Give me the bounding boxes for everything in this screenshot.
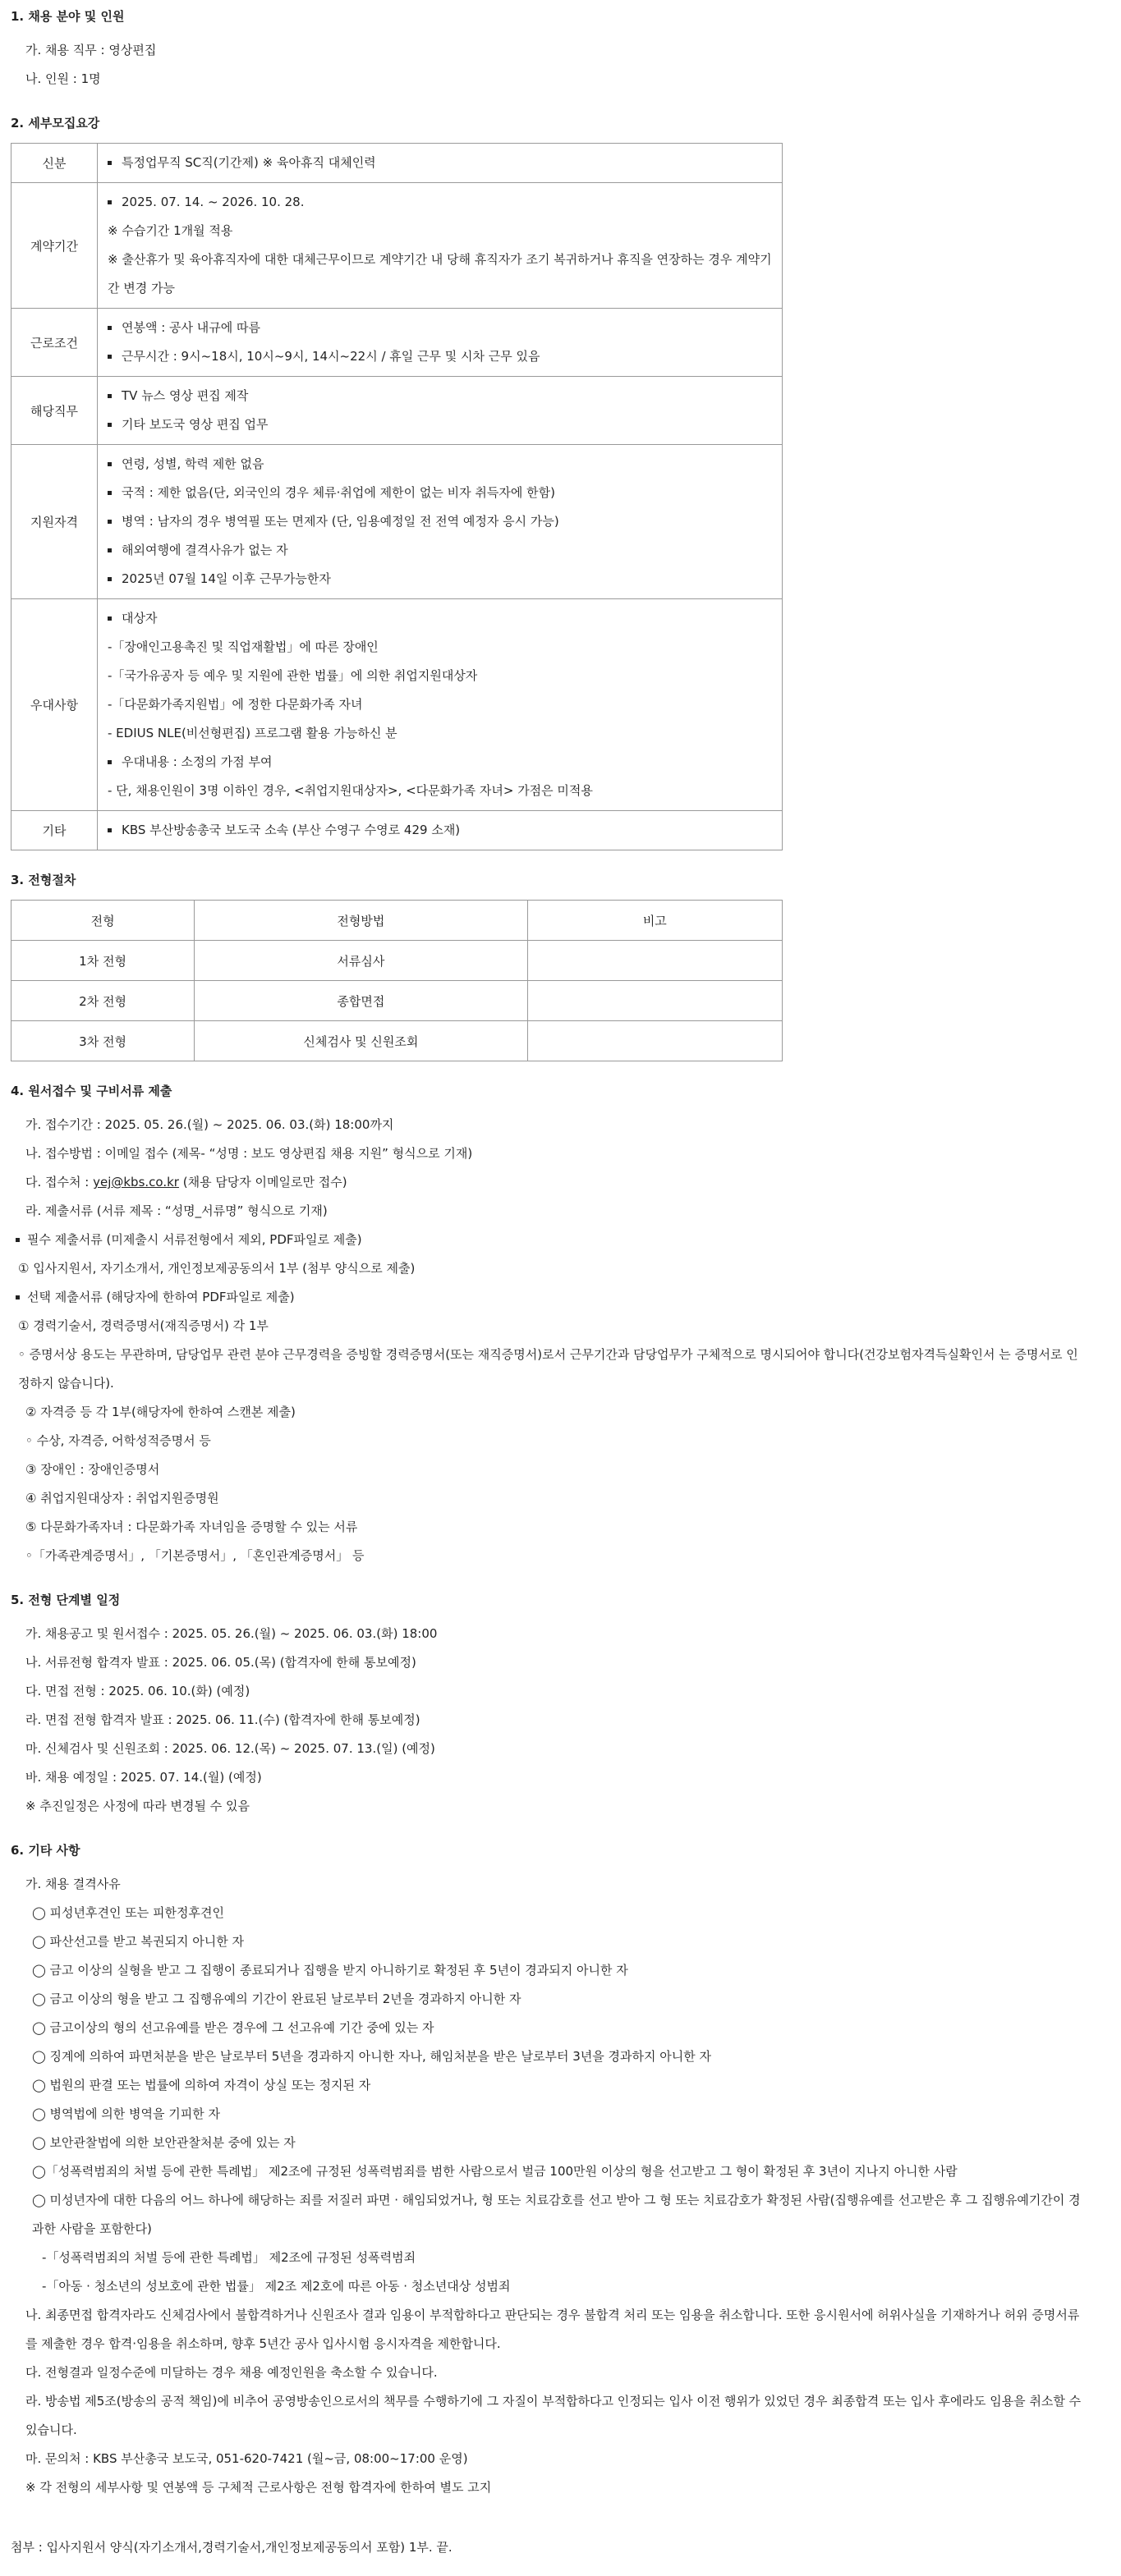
table-cell: 3차 전형 (11, 1021, 195, 1061)
text-line: 마. 문의처 : KBS 부산총국 보도국, 051-620-7421 (월~금, 08:00~17:00 운영) (25, 2451, 468, 2466)
list-item: ◯「성폭력범죄의 처벌 등에 관한 특례법」 제2조에 규정된 성폭력범죄를 범한 사람으로서 벌금 100만원 이상의 형을 선고받고 그 형이 확정된 후 3년이 지나지 아니한 사람 (32, 2164, 958, 2179)
row-label: 신분 (11, 144, 98, 183)
list-item: -「성폭력범죄의 처벌 등에 관한 특례법」 제2조에 규정된 성폭력범죄 (42, 2250, 416, 2265)
table-cell: 종합면접 (195, 981, 527, 1021)
table-row (11, 1021, 783, 1061)
attachment-note: 첨부 : 입사지원서 양식(자기소개서,경력기술서,개인정보제공동의서 포함) 1부. 끝. (11, 2540, 453, 2555)
text-paragraph: 나. 최종면접 합격자라도 신체검사에서 불합격하거나 신원조사 결과 임용이 부적합하다고 판단되는 경우 불합격 처리 또는 임용을 취소합니다. 또한 응시원서에 허위사실을 기재하거나 허위 증명서류를 제출한 경우 합격·임용을 취소하며, 향후 5년간 공사 입사시험 응시자격을 제한합니다. (25, 2308, 1080, 2351)
row-content (98, 599, 783, 811)
bullet-item: 선택 제출서류 (해당자에 한하여 PDF파일로 제출) (14, 1283, 1089, 1312)
section-process (11, 872, 1089, 1061)
text-line: ⑤ 다문화가족자녀 : 다문화가족 자녀임을 증명할 수 있는 서류 (25, 1519, 358, 1534)
bullet-item: KBS 부산방송총국 보도국 소속 (부산 수영구 수영로 429 소재) (108, 816, 772, 845)
table-cell (527, 1021, 782, 1061)
email-link[interactable]: yej@kbs.co.kr (93, 1175, 179, 1189)
table-row (11, 811, 783, 850)
section-schedule (11, 1592, 1089, 1821)
text-line: ② 자격증 등 각 1부(해당자에 한하여 스캔본 제출) (25, 1405, 296, 1419)
text-paragraph: 라. 방송법 제5조(방송의 공적 책임)에 비추어 공영방송인으로서의 책무를 수행하기에 그 자질이 부적합하다고 인정되는 입사 이전 행위가 있었던 경우 최종합격 또는 입사 후에라도 임용을 취소할 수 있습니다. (25, 2394, 1082, 2437)
column-header: 전형 (11, 901, 195, 941)
list-item: ◯ 금고 이상의 형을 받고 그 집행유예의 기간이 완료된 날로부터 2년을 경과하지 아니한 자 (32, 1992, 521, 2006)
bullet-item: TV 뉴스 영상 편집 제작 (108, 382, 772, 410)
section-title: 2. 세부모집요강 (11, 116, 100, 131)
table-row (11, 377, 783, 445)
table-header-row (11, 901, 783, 941)
text-paragraph: ◦ 증명서상 용도는 무관하며, 담당업무 관련 분야 근무경력을 증빙할 경력증명서(또는 재직증명서)로서 근무기간과 담당업무가 구체적으로 명시되어야 합니다(건강보험자격득실확인서 는 증명서로 인정하지 않습니다). (18, 1347, 1078, 1391)
section-details (11, 115, 1089, 850)
table-row (11, 183, 783, 309)
bullet-item: 병역 : 남자의 경우 병역필 또는 면제자 (단, 임용예정일 전 전역 예정자 응시 가능) (108, 507, 772, 536)
column-header: 비고 (527, 901, 782, 941)
text-line: ※ 출산휴가 및 육아휴직자에 대한 대체근무이므로 계약기간 내 당해 휴직자가 조기 복귀하거나 휴직을 연장하는 경우 계약기간 변경 가능 (108, 252, 772, 296)
text-line: 나. 접수방법 : 이메일 접수 (제목- “성명 : 보도 영상편집 채용 지원” 형식으로 기재) (25, 1146, 473, 1161)
bullet-item: 연봉액 : 공사 내규에 따름 (108, 314, 772, 342)
section-application (11, 1083, 1089, 1570)
text-line: ① 경력기술서, 경력증명서(재직증명서) 각 1부 (18, 1318, 269, 1333)
text-line: 라. 면접 전형 합격자 발표 : 2025. 06. 11.(수) (합격자에 한해 통보예정) (25, 1712, 420, 1727)
row-label: 우대사항 (11, 599, 98, 811)
text-line: ④ 취업지원대상자 : 취업지원증명원 (25, 1491, 219, 1506)
text-line: ③ 장애인 : 장애인증명서 (25, 1462, 160, 1477)
label-text: 다. 접수처 : (25, 1175, 94, 1189)
row-content (98, 309, 783, 377)
table-row (11, 599, 783, 811)
section-title: 1. 채용 분야 및 인원 (11, 9, 125, 24)
text-line: - 단, 채용인원이 3명 이하인 경우, <취업지원대상자>, <다문화가족 자녀> 가점은 미적용 (108, 783, 593, 798)
section-other (11, 1842, 1089, 2502)
text-line: -「장애인고용촉진 및 직업재활법」에 따른 장애인 (108, 639, 379, 654)
list-item: ◯ 파산선고를 받고 복권되지 아니한 자 (32, 1934, 244, 1949)
table-row (11, 445, 783, 599)
text-line: ◦ 수상, 자격증, 어학성적증명서 등 (25, 1433, 211, 1448)
column-header: 전형방법 (195, 901, 527, 941)
text-line: 바. 채용 예정일 : 2025. 07. 14.(월) (예정) (25, 1770, 262, 1785)
list-item: ◯ 징계에 의하여 파면처분을 받은 날로부터 5년을 경과하지 아니한 자나, 해임처분을 받은 날로부터 3년을 경과하지 아니한 자 (32, 2049, 711, 2064)
table-cell: 신체검사 및 신원조회 (195, 1021, 527, 1061)
bullet-item: 기타 보도국 영상 편집 업무 (108, 410, 772, 439)
text-line: -「국가유공자 등 예우 및 지원에 관한 법률」에 의한 취업지원대상자 (108, 668, 478, 683)
row-label: 근로조건 (11, 309, 98, 377)
bullet-item: 근무시간 : 9시~18시, 10시~9시, 14시~22시 / 휴일 근무 및 시차 근무 있음 (108, 342, 772, 371)
row-label: 계약기간 (11, 183, 98, 309)
bullet-item: 2025년 07월 14일 이후 근무가능한자 (108, 565, 772, 594)
text-line (11, 1168, 1089, 1197)
text-line: 나. 인원 : 1명 (25, 71, 101, 86)
list-item: ◯ 법원의 판결 또는 법률에 의하여 자격이 상실 또는 정지된 자 (32, 2078, 371, 2092)
list-item: -「아동 · 청소년의 성보호에 관한 법률」 제2조 제2호에 따른 아동 · 청소년대상 성범죄 (42, 2279, 511, 2294)
section-title: 4. 원서접수 및 구비서류 제출 (11, 1084, 172, 1098)
text-line: ◦「가족관계증명서」, 「기본증명서」, 「혼인관계증명서」 등 (25, 1548, 365, 1563)
row-content (98, 144, 783, 183)
list-item: ◯ 보안관찰법에 의한 보안관찰처분 중에 있는 자 (32, 2135, 296, 2150)
table-row (11, 144, 783, 183)
text-line: 가. 채용공고 및 원서접수 : 2025. 05. 26.(월) ~ 2025. 06. 03.(화) 18:00 (25, 1626, 438, 1641)
bullet-item: 연령, 성별, 학력 제한 없음 (108, 450, 772, 479)
section-title: 5. 전형 단계별 일정 (11, 1593, 121, 1607)
text-line: - EDIUS NLE(비선형편집) 프로그램 활용 가능하신 분 (108, 726, 397, 740)
bullet-item: 2025. 07. 14. ~ 2026. 10. 28. (108, 188, 772, 217)
row-content (98, 183, 783, 309)
row-content (98, 445, 783, 599)
text-line: ① 입사지원서, 자기소개서, 개인정보제공동의서 1부 (첨부 양식으로 제출) (18, 1261, 416, 1276)
row-label: 해당직무 (11, 377, 98, 445)
text-line: ※ 수습기간 1개월 적용 (108, 223, 233, 238)
text-line: -「다문화가족지원법」에 정한 다문화가족 자녀 (108, 697, 363, 712)
bullet-item: 국적 : 제한 없음(단, 외국인의 경우 체류·취업에 제한이 없는 비자 취득자에 한함) (108, 479, 772, 507)
table-cell (527, 941, 782, 981)
label-text: (채용 담당자 이메일로만 접수) (178, 1175, 347, 1189)
bullet-item: 우대내용 : 소정의 가점 부여 (108, 748, 772, 777)
table-row (11, 981, 783, 1021)
row-content (98, 811, 783, 850)
table-row (11, 309, 783, 377)
text-line: 라. 제출서류 (서류 제목 : “성명_서류명” 형식으로 기재) (25, 1203, 328, 1218)
bullet-item: 특정업무직 SC직(기간제) ※ 육아휴직 대체인력 (108, 149, 772, 177)
text-line: 가. 채용 직무 : 영상편집 (25, 43, 157, 57)
text-line: ※ 각 전형의 세부사항 및 연봉액 등 구체적 근로사항은 전형 합격자에 한하여 별도 고지 (25, 2480, 492, 2495)
table-cell: 1차 전형 (11, 941, 195, 981)
details-table (11, 143, 783, 850)
list-item: ◯ 병역법에 의한 병역을 기피한 자 (32, 2106, 220, 2121)
text-line: 마. 신체검사 및 신원조회 : 2025. 06. 12.(목) ~ 2025. 07. 13.(일) (예정) (25, 1741, 435, 1756)
section-title: 3. 전형절차 (11, 873, 76, 887)
list-item: ◯ 금고이상의 형의 선고유예를 받은 경우에 그 선고유예 기간 중에 있는 자 (32, 2020, 434, 2035)
table-row (11, 941, 783, 981)
table-cell (527, 981, 782, 1021)
list-item: ◯ 피성년후견인 또는 피한정후견인 (32, 1905, 224, 1920)
table-cell: 서류심사 (195, 941, 527, 981)
bullet-item: 해외여행에 결격사유가 없는 자 (108, 536, 772, 565)
text-line: ※ 추진일정은 사정에 따라 변경될 수 있음 (25, 1799, 250, 1813)
text-line: 가. 접수기간 : 2025. 05. 26.(월) ~ 2025. 06. 03.(화) 18:00까지 (25, 1117, 394, 1132)
list-item: ◯ 금고 이상의 실형을 받고 그 집행이 종료되거나 집행을 받지 아니하기로 확정된 후 5년이 경과되지 아니한 자 (32, 1963, 628, 1978)
row-label: 기타 (11, 811, 98, 850)
text-line: 다. 전형결과 일정수준에 미달하는 경우 채용 예정인원을 축소할 수 있습니다. (25, 2365, 438, 2380)
row-label: 지원자격 (11, 445, 98, 599)
process-table (11, 900, 783, 1061)
section-title: 6. 기타 사항 (11, 1843, 80, 1858)
list-item: ◯ 미성년자에 대한 다음의 어느 하나에 해당하는 죄를 저질러 파면 · 해임되었거나, 형 또는 치료감호를 선고 받아 그 형 또는 치료감호가 확정된 사람(집행유예를 선고받은 후 그 집행유예기간이 경과한 사람을 포함한다) (32, 2193, 1081, 2236)
row-content (98, 377, 783, 445)
text-line: 다. 면접 전형 : 2025. 06. 10.(화) (예정) (25, 1684, 250, 1698)
bullet-item: 대상자 (108, 604, 772, 633)
bullet-item: 필수 제출서류 (미제출시 서류전형에서 제외, PDF파일로 제출) (14, 1226, 1089, 1254)
text-line: 나. 서류전형 합격자 발표 : 2025. 06. 05.(목) (합격자에 한해 통보예정) (25, 1655, 416, 1670)
text-line: 가. 채용 결격사유 (25, 1877, 121, 1891)
table-cell: 2차 전형 (11, 981, 195, 1021)
section-recruitment-field (11, 8, 1089, 94)
